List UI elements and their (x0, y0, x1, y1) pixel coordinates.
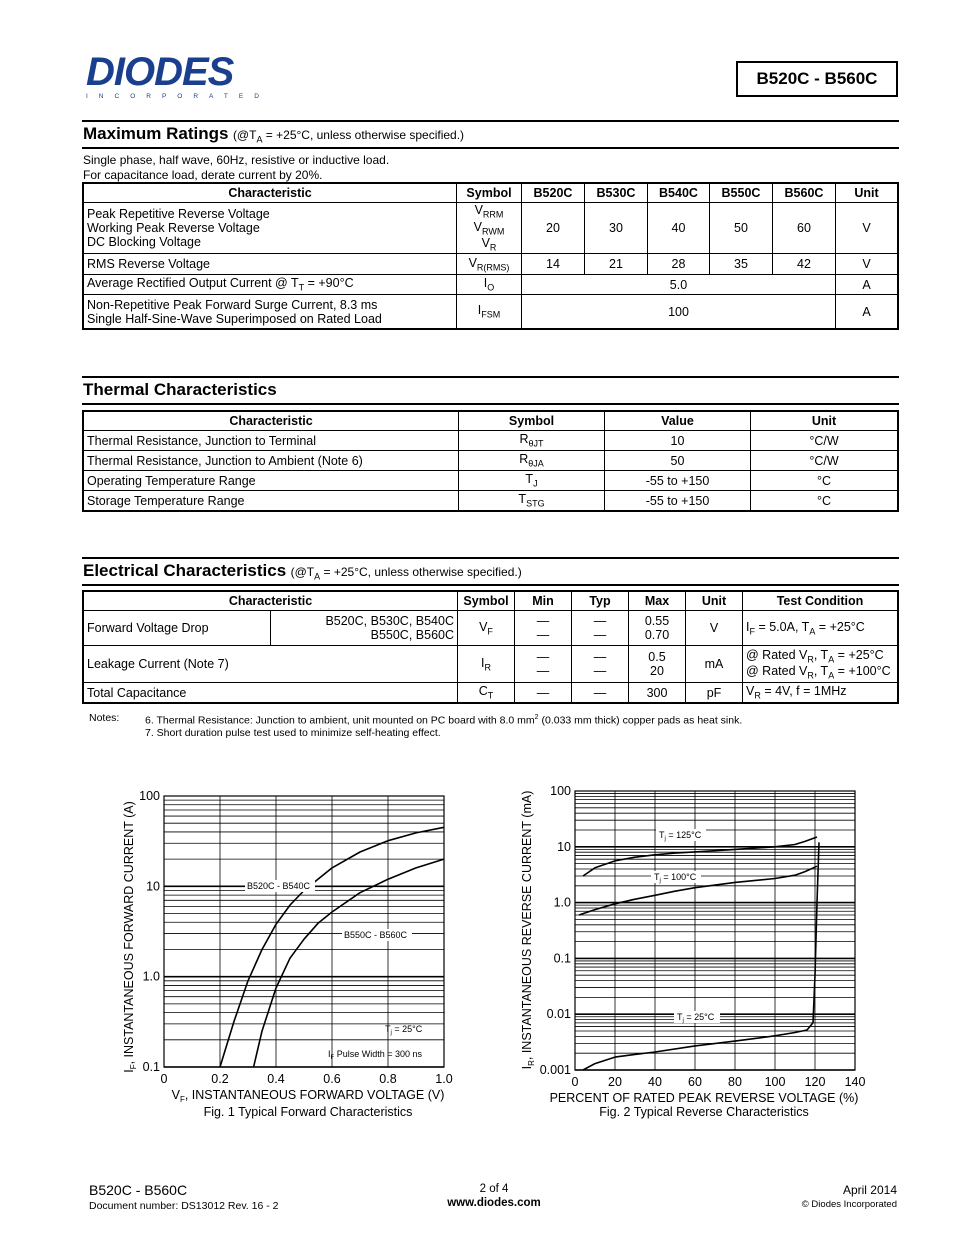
y-tick-label: 100 (550, 784, 571, 798)
characteristic-cell: Total Capacitance (84, 683, 458, 703)
col-unit: Unit (751, 412, 898, 431)
footer-copyright: © Diodes Incorporated (801, 1199, 897, 1210)
col-b540c: B540C (648, 184, 710, 203)
value-cell: -55 to +150 (605, 471, 751, 491)
series-label-25c: $T_j = 25^\circ C$ (677, 1012, 715, 1024)
value-cell: 28 (648, 254, 710, 275)
y-tick-label: 1.0 (553, 895, 571, 910)
col-unit: Unit (836, 184, 898, 203)
symbol-cell: $C_T$ (458, 683, 515, 703)
x-axis-label: $V_F$, INSTANTANEOUS FORWARD VOLTAGE (V) (171, 1088, 445, 1104)
x-tick-label: 120 (804, 1075, 826, 1089)
unit-cell: mA (686, 646, 743, 683)
x-tick-label: 40 (648, 1075, 662, 1089)
max-cell: 300 (629, 683, 686, 703)
characteristic-cell: Average Rectified Output Current @ $T_T = +90^\circ C$ (84, 275, 457, 295)
characteristic-cell: Forward Voltage Drop (84, 611, 271, 646)
typ-cell: — (572, 683, 629, 703)
col-symbol: Symbol (457, 184, 522, 203)
value-cell: 50 (605, 451, 751, 471)
characteristic-cell: Thermal Resistance, Junction to Terminal (84, 431, 459, 451)
characteristic-cell: Leakage Current (Note 7) (84, 646, 458, 683)
unit-cell: A (836, 275, 898, 295)
y-axis-label: $I_R$, INSTANTANEOUS REVERSE CURRENT (mA) (520, 790, 536, 1070)
chart-title: Fig. 2 Typical Reverse Characteristics (599, 1105, 809, 1119)
max-ratings-condition: ($@T_A = +25^\circ C$, unless otherwise specified.) (232, 128, 465, 145)
symbol-cell: $I_{FSM}$ (457, 295, 522, 329)
col-max: Max (629, 592, 686, 611)
note-7: 7. Short duration pulse test used to minimize self-heating effect. (145, 726, 441, 739)
col-b520c: B520C (522, 184, 585, 203)
x-axis-label: PERCENT OF RATED PEAK REVERSE VOLTAGE (%) (549, 1091, 859, 1105)
typ-cell: — — (572, 646, 629, 683)
symbol-cell: $T_{STG}$ (459, 491, 605, 511)
symbol-cell: $R_{\theta JA}$ (459, 451, 605, 471)
load-note: Single phase, half wave, 60Hz, resistive or inductive load. (83, 153, 390, 167)
symbol-cell: $V_{RRM}$ $V_{RWM}$ $V_R$ (457, 203, 522, 254)
electrical-title: Electrical Characteristics (83, 561, 287, 580)
value-cell: 21 (585, 254, 648, 275)
unit-cell: V (836, 254, 898, 275)
x-tick-label: 80 (728, 1075, 742, 1089)
max-ratings-title: Maximum Ratings (83, 124, 229, 143)
y-axis-label: $I_F$, INSTANTANEOUS FORWARD CURRENT (A) (122, 801, 138, 1073)
electrical-condition: ($@T_A = +25^\circ C$, unless otherwise specified.) (290, 565, 522, 582)
unit-cell: °C/W (751, 431, 898, 451)
figure-2 (520, 784, 865, 1119)
characteristic-cell: Thermal Resistance, Junction to Ambient (Note 6) (84, 451, 459, 471)
max-cell: 0.55 0.70 (629, 611, 686, 646)
y-tick-label: 0.001 (539, 1063, 571, 1077)
figure-1 (122, 789, 453, 1119)
col-unit: Unit (686, 592, 743, 611)
note-6: 6. Thermal Resistance: Junction to ambient, unit mounted on PC board with 8.0 $mm^2$ (0.033 mm thick) copper pads as heat sink. (145, 714, 743, 727)
characteristic-cell: RMS Reverse Voltage (84, 254, 457, 275)
symbol-cell: $I_R$ (458, 646, 515, 683)
derate-note: For capacitance load, derate current by 20%. (83, 168, 323, 182)
col-b560c: B560C (773, 184, 836, 203)
col-value: Value (605, 412, 751, 431)
value-cell: 60 (773, 203, 836, 254)
col-min: Min (515, 592, 572, 611)
y-tick-label: 1.0 (142, 969, 160, 984)
x-tick-label: 60 (688, 1075, 702, 1089)
y-tick-label: 100 (139, 789, 160, 803)
col-test-condition: Test Condition (743, 592, 898, 611)
value-cell: 10 (605, 431, 751, 451)
col-characteristic: Characteristic (84, 184, 457, 203)
y-tick-label: 10 (557, 839, 571, 854)
value-cell: 50 (710, 203, 773, 254)
x-tick-label: 140 (844, 1075, 866, 1089)
min-cell: — — (515, 611, 572, 646)
unit-cell: °C (751, 491, 898, 511)
x-tick-label: 100 (764, 1075, 786, 1089)
min-cell: — — (515, 646, 572, 683)
thermal-title: Thermal Characteristics (83, 380, 277, 399)
series-label-b550-b560: B550C - B560C (344, 930, 408, 940)
col-symbol: Symbol (458, 592, 515, 611)
value-cell: 100 (522, 295, 836, 329)
footer-page: 2 of 4 (479, 1183, 509, 1195)
test-condition-cell: $V_R = 4V$, f = 1MHz (743, 683, 898, 703)
col-typ: Typ (572, 592, 629, 611)
col-symbol: Symbol (459, 412, 605, 431)
max-cell: 0.5 20 (629, 646, 686, 683)
characteristic-cell: Non-Repetitive Peak Forward Surge Current, 8.3 ms Single Half-Sine-Wave Superimposed on Rated Load (84, 295, 457, 329)
parts-cell: B520C, B530C, B540C B550C, B560C (271, 611, 458, 646)
symbol-cell: $V_F$ (458, 611, 515, 646)
unit-cell: pF (686, 683, 743, 703)
col-b530c: B530C (585, 184, 648, 203)
x-tick-label: 0.4 (267, 1072, 285, 1086)
x-tick-label: 0 (160, 1072, 168, 1086)
notes-label: Notes: (89, 712, 120, 724)
pulse-width-annotation: $I_F$ Pulse Width = 300 ns (328, 1049, 422, 1061)
characteristic-cell: Operating Temperature Range (84, 471, 459, 491)
y-tick-label: 0.1 (553, 951, 571, 966)
value-cell: -55 to +150 (605, 491, 751, 511)
series-label-b520-b540: B520C - B540C (247, 881, 311, 891)
typ-cell: — — (572, 611, 629, 646)
temperature-annotation: $T_j = 25^\circ C$ (385, 1024, 423, 1036)
logo-text: DIODES (86, 50, 234, 94)
x-tick-label: 0 (571, 1075, 579, 1089)
chart-title: Fig. 1 Typical Forward Characteristics (203, 1105, 413, 1119)
value-cell: 42 (773, 254, 836, 275)
unit-cell: °C (751, 471, 898, 491)
x-tick-label: 0.8 (379, 1072, 397, 1086)
symbol-cell: $T_J$ (459, 471, 605, 491)
col-characteristic: Characteristic (84, 412, 459, 431)
series-label-100c: $T_j = 100^\circ C$ (654, 872, 697, 884)
footer-url[interactable]: www.diodes.com (447, 1197, 541, 1209)
col-b550c: B550C (710, 184, 773, 203)
footer-part: B520C - B560C (89, 1182, 188, 1198)
y-tick-label: 10 (146, 879, 160, 894)
unit-cell: V (686, 611, 743, 646)
unit-cell: V (836, 203, 898, 254)
value-cell: 14 (522, 254, 585, 275)
unit-cell: A (836, 295, 898, 329)
x-tick-label: 1.0 (435, 1072, 453, 1086)
symbol-cell: $V_{R(RMS)}$ (457, 254, 522, 275)
value-cell: 40 (648, 203, 710, 254)
test-condition-cell: $I_F = 5.0A$, $T_A = +25^\circ C$ (743, 611, 898, 646)
part-number-box: B520C - B560C (736, 61, 898, 97)
footer-docnum: Document number: DS13012 Rev. 16 - 2 (89, 1200, 279, 1212)
plot-frame (575, 791, 855, 1070)
test-condition-cell: @ Rated $V_R$, $T_A = +25^\circ C$ @ Rated $V_R$, $T_A = +100^\circ C$ (743, 646, 898, 683)
min-cell: — (515, 683, 572, 703)
footer-date: April 2014 (842, 1183, 897, 1197)
characteristic-cell: Peak Repetitive Reverse Voltage Working Peak Reverse Voltage DC Blocking Voltage (84, 203, 457, 254)
value-cell: 20 (522, 203, 585, 254)
x-tick-label: 0.2 (211, 1072, 229, 1086)
symbol-cell: $I_O$ (457, 275, 522, 295)
y-tick-label: 0.01 (546, 1007, 571, 1022)
value-cell: 5.0 (522, 275, 836, 295)
value-cell: 35 (710, 254, 773, 275)
symbol-cell: $R_{\theta JT}$ (459, 431, 605, 451)
x-tick-label: 0.6 (323, 1072, 341, 1086)
data-curve (583, 837, 817, 876)
y-tick-label: 0.1 (142, 1060, 160, 1074)
col-characteristic: Characteristic (84, 592, 458, 611)
logo-subtext: INCORPORATED (86, 93, 270, 100)
series-label-125c: $T_j = 125^\circ C$ (659, 830, 702, 842)
unit-cell: °C/W (751, 451, 898, 471)
characteristic-cell: Storage Temperature Range (84, 491, 459, 511)
x-tick-label: 20 (608, 1075, 622, 1089)
value-cell: 30 (585, 203, 648, 254)
